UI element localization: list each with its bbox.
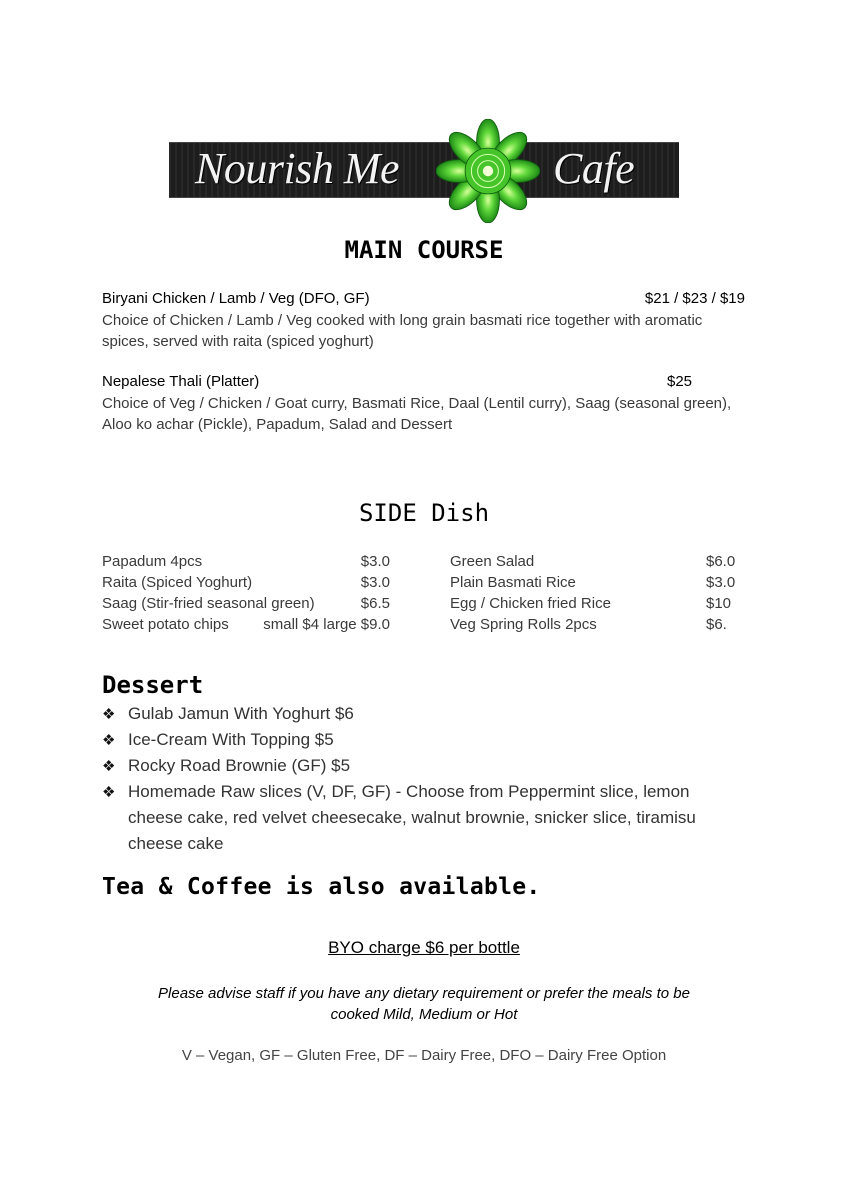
dessert-long-item-line2: cheese cake, red velvet cheesecake, walnut brownie, snicker slice, tiramisu bbox=[128, 808, 696, 827]
side-item-price: small $4 large $9.0 bbox=[263, 616, 390, 633]
biryani-desc-line1: Choice of Chicken / Lamb / Veg cooked with long grain basmati rice together with aromatic bbox=[102, 312, 703, 329]
dietary-advice-line2: cooked Mild, Medium or Hot bbox=[330, 1006, 518, 1023]
dietary-legend: V – Vegan, GF – Gluten Free, DF – Dairy Free, DFO – Dairy Free Option bbox=[181, 1047, 667, 1064]
side-item-name: Green Salad bbox=[450, 553, 535, 570]
side-item-price: $10 bbox=[706, 595, 732, 612]
side-item-name: Papadum 4pcs bbox=[102, 553, 203, 570]
dietary-advice-line1: Please advise staff if you have any dietary requirement or prefer the meals to be bbox=[158, 985, 690, 1002]
side-item-price: $6.0 bbox=[706, 553, 736, 570]
main-course-title: MAIN COURSE bbox=[344, 236, 504, 264]
dessert-bullet: ❖ bbox=[102, 732, 116, 749]
side-item-price: $6.5 bbox=[360, 595, 390, 612]
side-item-name: Egg / Chicken fried Rice bbox=[450, 595, 611, 612]
thali-name: Nepalese Thali (Platter) bbox=[102, 373, 260, 390]
dessert-bullet: ❖ bbox=[102, 784, 116, 801]
biryani-price: $21 / $23 / $19 bbox=[644, 290, 745, 307]
side-item-price: $3.0 bbox=[706, 574, 736, 591]
thali-desc-line1: Choice of Veg / Chicken / Goat curry, Basmati Rice, Daal (Lentil curry), Saag (seasonal green), bbox=[102, 395, 732, 412]
dessert-bullet: ❖ bbox=[102, 758, 116, 775]
dessert-long-item-line3: cheese cake bbox=[128, 834, 224, 853]
cafe-logo bbox=[169, 142, 679, 198]
thali-price: $25 bbox=[667, 373, 693, 390]
dessert-item: Ice-Cream With Topping $5 bbox=[128, 730, 334, 749]
side-item-name: Saag (Stir-fried seasonal green) bbox=[102, 595, 315, 612]
side-item-price: $6. bbox=[706, 616, 727, 633]
dessert-long-item-line1: Homemade Raw slices (V, DF, GF) - Choose from Peppermint slice, lemon bbox=[128, 782, 690, 801]
side-item-price: $3.0 bbox=[360, 553, 390, 570]
side-item-name: Plain Basmati Rice bbox=[450, 574, 576, 591]
side-item-name: Veg Spring Rolls 2pcs bbox=[450, 616, 597, 633]
side-item-name: Sweet potato chips bbox=[102, 616, 229, 633]
dietary-advice bbox=[120, 983, 728, 1025]
mandala-icon bbox=[436, 119, 540, 223]
side-item-name: Raita (Spiced Yoghurt) bbox=[102, 574, 253, 591]
side-dish-title: SIDE Dish bbox=[358, 499, 490, 527]
biryani-name: Biryani Chicken / Lamb / Veg (DFO, GF) bbox=[102, 290, 370, 307]
biryani-desc-line2: spices, served with raita (spiced yoghurt) bbox=[102, 333, 374, 350]
side-item-price: $3.0 bbox=[360, 574, 390, 591]
logo-text-left: Nourish Me bbox=[195, 144, 399, 193]
dessert-item: Rocky Road Brownie (GF) $5 bbox=[128, 756, 351, 775]
thali-desc-line2: Aloo ko achar (Pickle), Papadum, Salad and Dessert bbox=[102, 416, 453, 433]
byo-charge: BYO charge $6 per bottle bbox=[328, 938, 520, 957]
tea-coffee-note: Tea & Coffee is also available. bbox=[102, 874, 541, 900]
dessert-bullet: ❖ bbox=[102, 706, 116, 723]
logo-text-right: Cafe bbox=[553, 144, 635, 193]
dessert-title: Dessert bbox=[102, 671, 204, 699]
dessert-item: Gulab Jamun With Yoghurt $6 bbox=[128, 704, 354, 723]
